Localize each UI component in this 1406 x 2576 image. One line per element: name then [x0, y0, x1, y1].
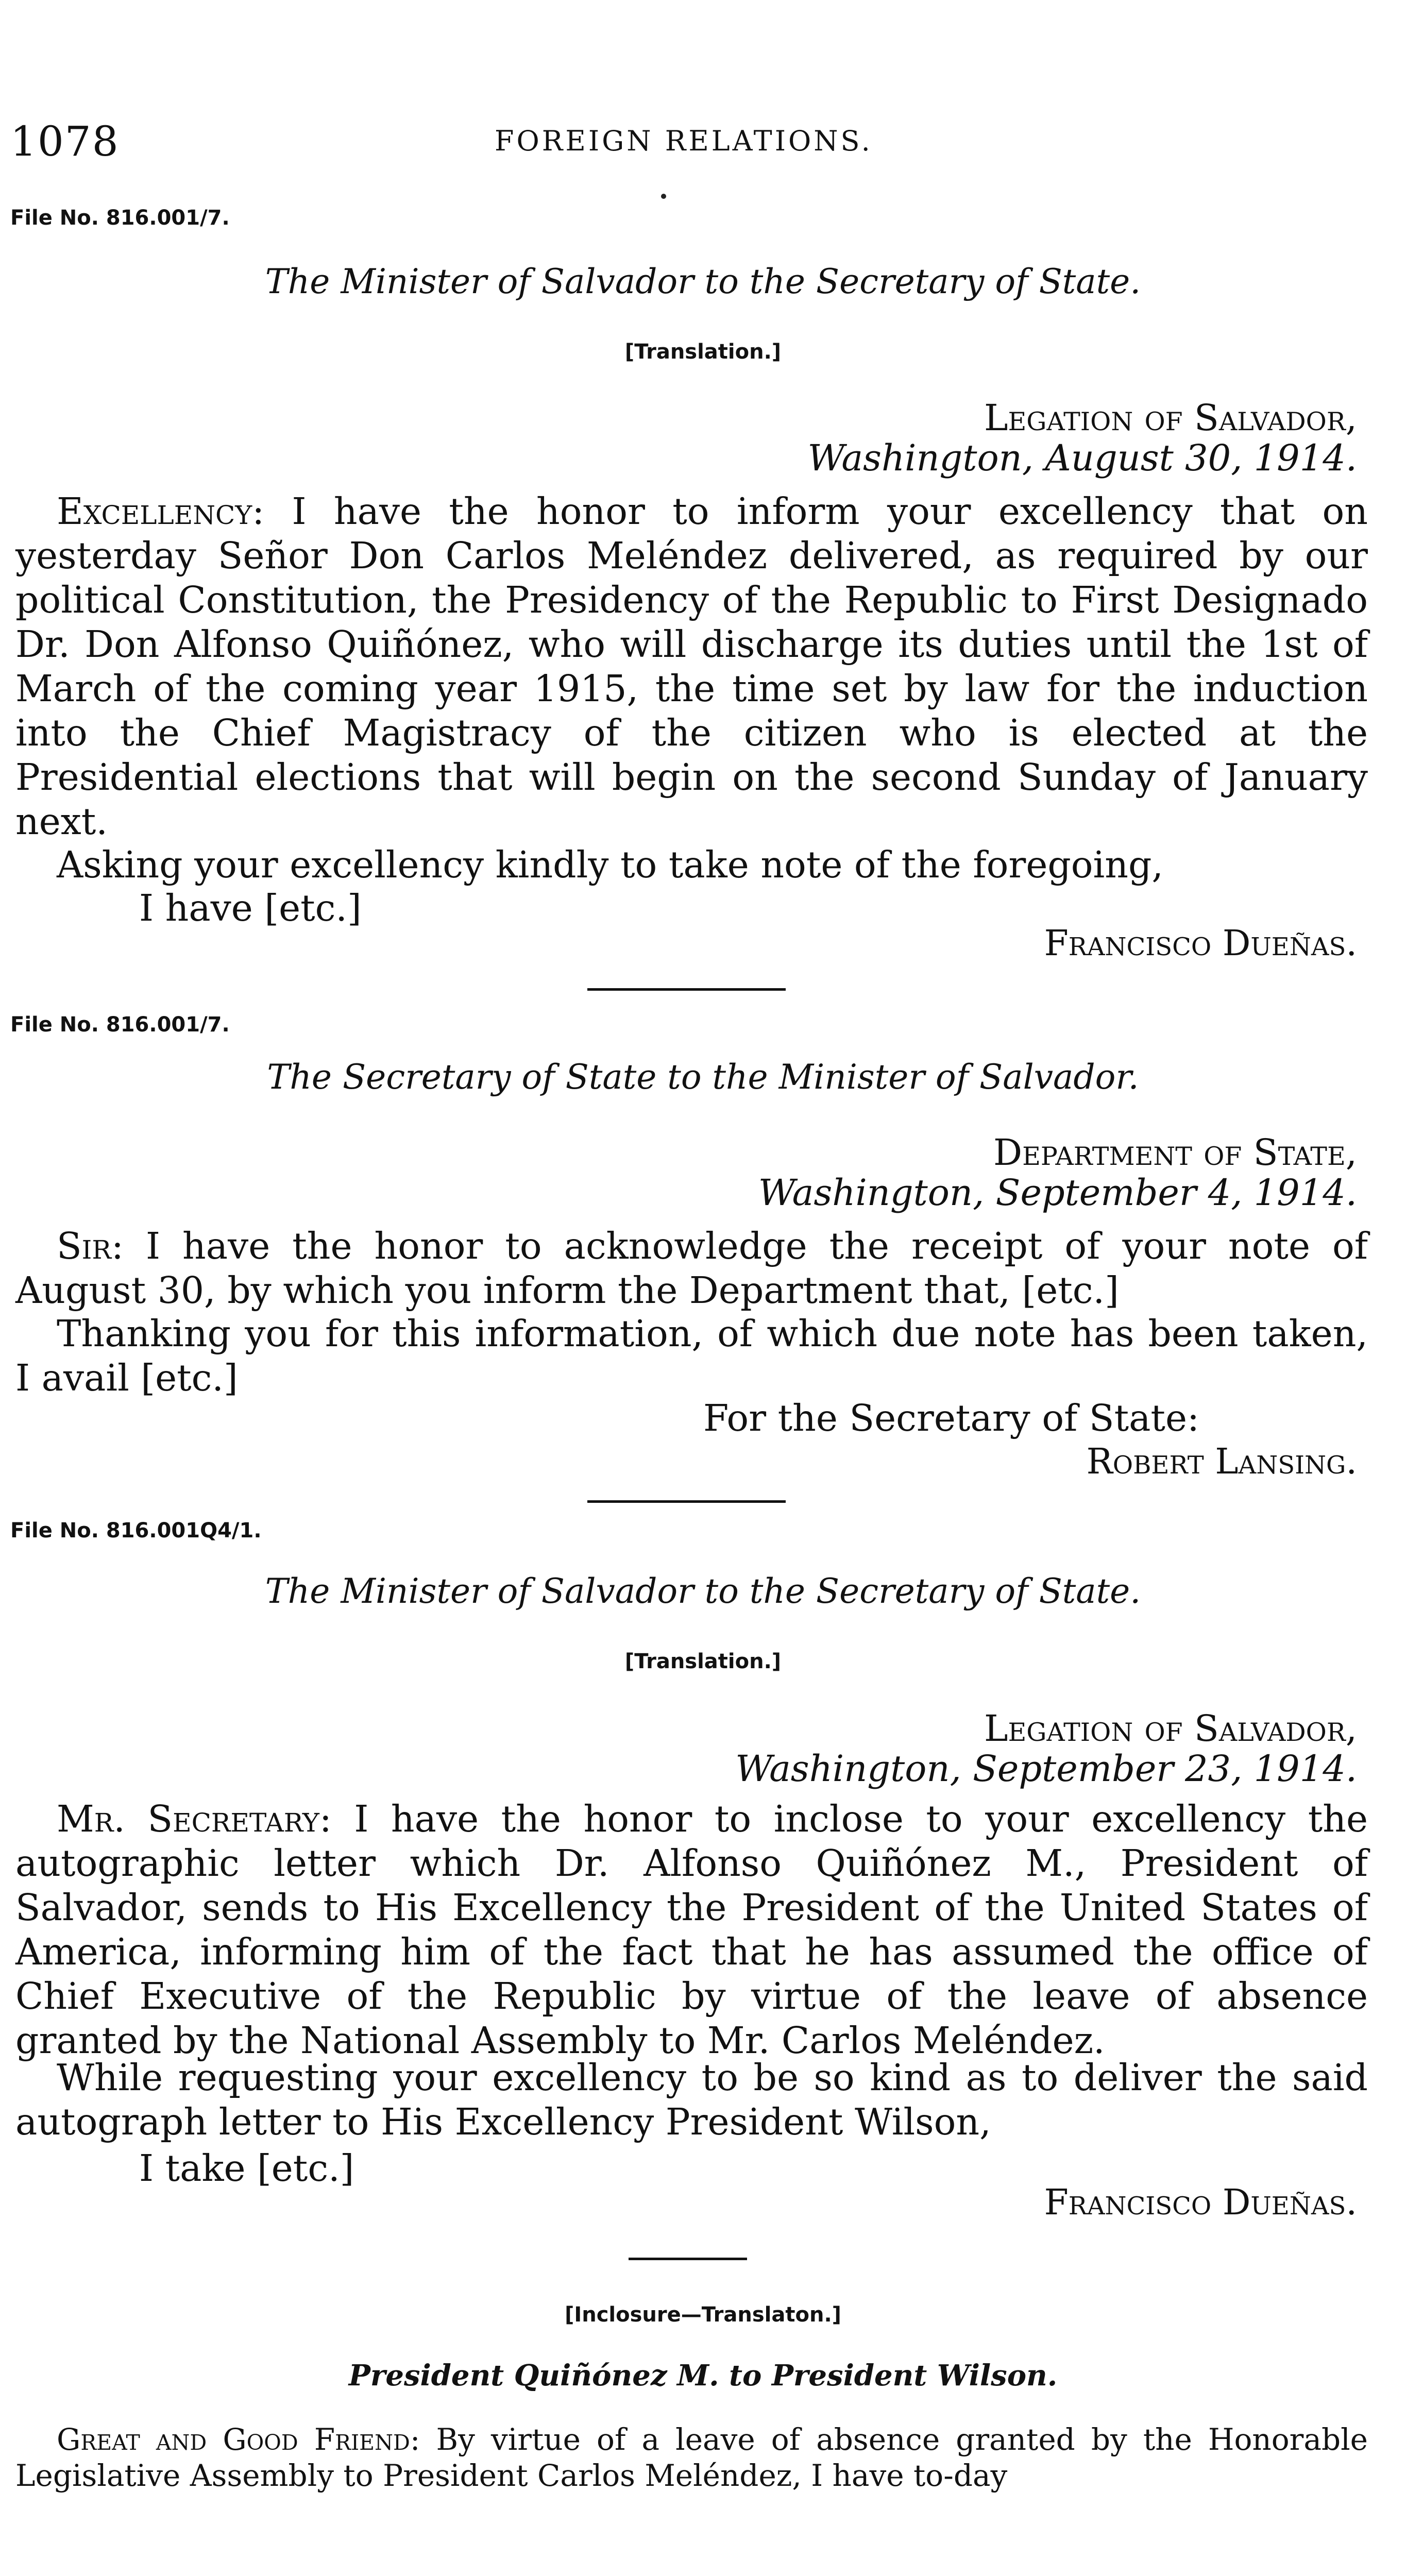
paragraph-text: : I have the honor to inclose to your excellency the autographic letter which Dr. Alfonso Quiñónez M., President of Salvador, sends to His Excellency the President of the United States of America, informing him of the fact that he has assumed the office of Chief Executive of the Republic by virtue of the leave of absence granted by the National Assembly to Mr. Carlos Meléndez.: [15, 1798, 1368, 2062]
inclosure-note: [Inclosure—Translaton.]: [565, 2303, 841, 2327]
paragraph-text: : By virtue of a leave of absence granted by the Honorable Legislative Assembly to President Carlos Meléndez, I have to-day: [15, 2422, 1368, 2493]
letter-date: Washington, September 23, 1914.: [735, 1748, 1357, 1790]
letter-place: Legation of Salvador,: [984, 1707, 1357, 1750]
letter-place: Legation of Salvador,: [984, 397, 1357, 439]
closing: I take [etc.]: [139, 2147, 354, 2190]
translation-note: [Translation.]: [624, 1650, 782, 1673]
file-number: File No. 816.001Q4/1.: [10, 1519, 262, 1543]
separator-rule: [629, 2258, 747, 2260]
letter-date: Washington, August 30, 1914.: [807, 437, 1357, 479]
translation-note: [Translation.]: [624, 340, 782, 364]
salutation: Mr. Secretary: [57, 1798, 319, 1840]
letter-paragraph: [15, 1797, 1368, 2063]
file-number: File No. 816.001/7.: [10, 206, 230, 230]
for-secretary-line: For the Secretary of State:: [703, 1397, 1199, 1439]
signature: Francisco Dueñas.: [1044, 2182, 1357, 2223]
letter-title: The Minister of Salvador to the Secretary of State.: [265, 1571, 1141, 1611]
salutation: Sir: [57, 1225, 112, 1267]
inclosure-title: President Quiñónez M. to President Wilson.: [348, 2359, 1058, 2393]
letter-date: Washington, September 4, 1914.: [758, 1172, 1357, 1214]
signature: Robert Lansing.: [1086, 1442, 1357, 1482]
running-head: FOREIGN RELATIONS.: [495, 125, 873, 157]
page-number: 1078: [10, 117, 120, 165]
paragraph-text: : I have the honor to inform your excellency that on yesterday Señor Don Carlos Meléndez delivered, as required by our political Constitution, the Presidency of the Republic to First Designado Dr. Don Alfonso Quiñónez, who will discharge its duties until the 1st of March of the coming year 1915, the time set by law for the induction into the Chief Magistracy of the citizen who is elected at the Presidential elections that will begin on the second Sunday of January next.: [15, 490, 1368, 843]
letter-paragraph: [15, 489, 1368, 844]
signature: Francisco Dueñas.: [1044, 923, 1357, 964]
inclosure-paragraph: [15, 2421, 1368, 2494]
salutation: Excellency: [57, 490, 252, 533]
letter-paragraph: Asking your excellency kindly to take note of the foregoing,: [57, 843, 1163, 886]
file-number: File No. 816.001/7.: [10, 1013, 230, 1037]
separator-rule: [587, 1500, 786, 1503]
letter-paragraph: While requesting your excellency to be so kind as to deliver the said autograph letter to His Excellency President Wilson,: [15, 2056, 1368, 2143]
letter-paragraph: [15, 1224, 1368, 1313]
separator-rule: [587, 988, 786, 991]
letter-title: The Secretary of State to the Minister of Salvador.: [267, 1057, 1139, 1097]
page-header: [10, 117, 1396, 169]
letter-place: Department of State,: [993, 1131, 1357, 1174]
salutation: Great and Good Friend: [57, 2422, 410, 2457]
letter-title: The Minister of Salvador to the Secretary of State.: [265, 262, 1141, 301]
letter-paragraph: Thanking you for this information, of which due note has been taken, I avail [etc.]: [15, 1312, 1368, 1399]
closing: I have [etc.]: [139, 887, 362, 929]
print-speck: [661, 194, 666, 199]
paragraph-text: : I have the honor to acknowledge the receipt of your note of August 30, by which you inform the Department that, [etc.]: [15, 1225, 1368, 1312]
